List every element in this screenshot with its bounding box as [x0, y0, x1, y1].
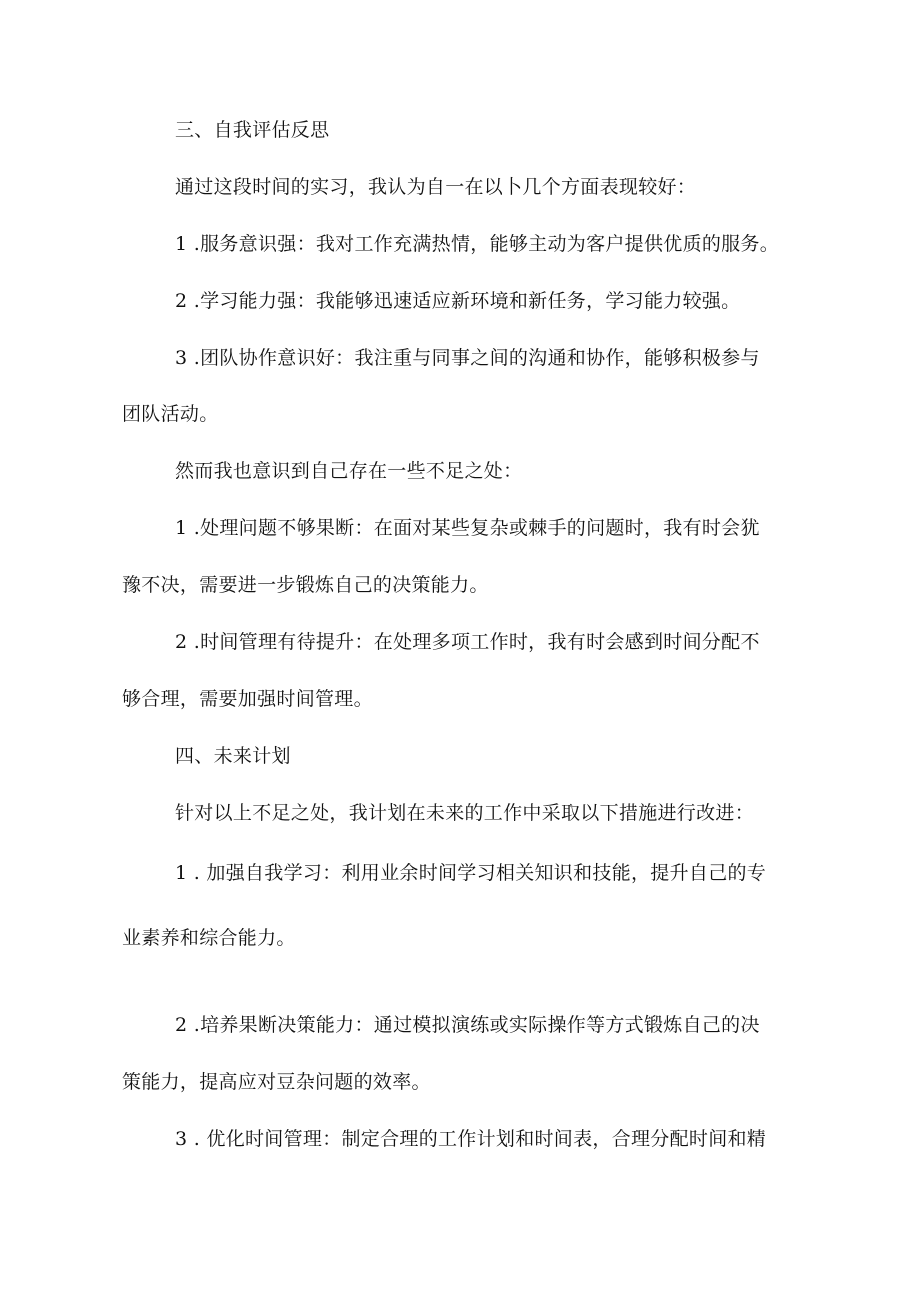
plan-item-1-line-1: 1 . 加强自我学习：利用业余时间学习相关知识和技能，提升自己的专 [175, 862, 767, 884]
strength-item-2: 2 .学习能力强：我能够迅速适应新环境和新任务，学习能力较强。 [175, 290, 741, 312]
weakness-item-2-line-1: 2 .时间管理有待提升：在处理多项工作时，我有时会感到时间分配不 [175, 631, 760, 653]
strength-item-3-line-2: 团队活动。 [122, 403, 219, 425]
section-4-heading: 四、未来计划 [175, 745, 291, 767]
weakness-item-1-line-2: 豫不决，需要进一步锻炼自己的决策能力。 [122, 574, 489, 596]
strength-item-1: 1 .服务意识强：我对工作充满热情，能够主动为客户提供优质的服务。 [175, 233, 780, 255]
weakness-item-1-line-1: 1 .处理问题不够果断：在面对某些复杂或棘手的问题时，我有时会犹 [175, 517, 760, 539]
plan-item-1-line-2: 业素养和综合能力。 [122, 927, 296, 949]
section-3-heading: 三、自我评估反思 [175, 119, 330, 141]
plan-intro: 针对以上不足之处，我计划在未来的工作中采取以下措施进行改进： [175, 802, 755, 824]
weaknesses-intro: 然而我也意识到自己存在一些不足之处： [175, 460, 523, 482]
strength-item-3-line-1: 3 .团队协作意识好：我注重与同事之间的沟通和协作，能够积极参与 [175, 347, 760, 369]
weakness-item-2-line-2: 够合理，需要加强时间管理。 [122, 688, 373, 710]
plan-item-2-line-1: 2 .培养果断决策能力：通过模拟演练或实际操作等方式锻炼自己的决 [175, 1014, 760, 1036]
plan-item-2-line-2: 策能力，提高应对豆杂问题的效率。 [122, 1071, 431, 1093]
plan-item-3-line-1: 3 . 优化时间管理：制定合理的工作计划和时间表，合理分配时间和精 [175, 1128, 767, 1150]
strengths-intro: 通过这段时间的实习，我认为自一在以卜几个方面表现较好： [175, 176, 697, 198]
